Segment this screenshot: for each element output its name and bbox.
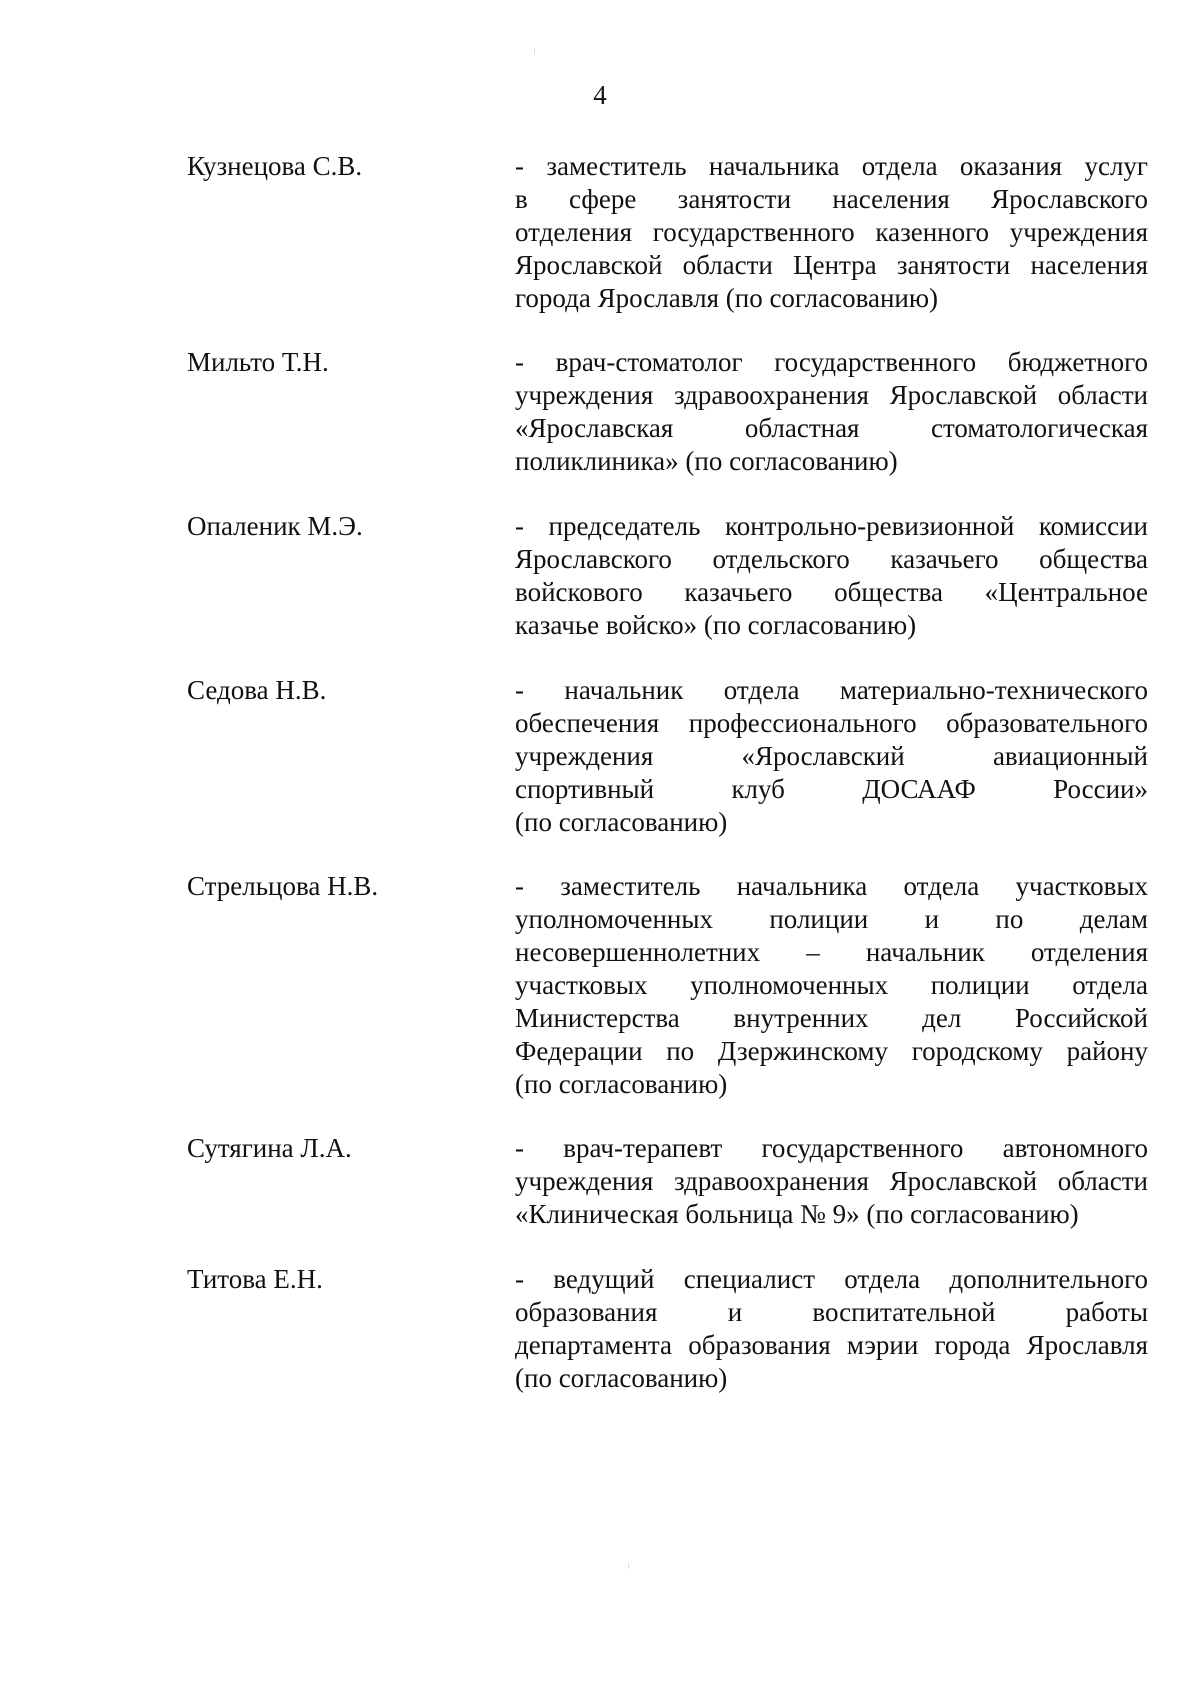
position-line: отделения государственного казенного учреждения (515, 217, 1148, 247)
position-line: (по согласованию) (515, 1069, 728, 1099)
position-line: департамента образования мэрии города Ярославля (515, 1330, 1148, 1360)
member-position (515, 150, 1148, 315)
position-line: войскового казачьего общества «Центральное (515, 577, 1148, 607)
member-position (515, 674, 1148, 839)
member-name: Опаленик М.Э. (187, 511, 363, 541)
position-line: «Ярославская областная стоматологическая (515, 413, 1148, 443)
position-line: учреждения «Ярославский авиационный (515, 741, 1148, 771)
scan-artifact (534, 48, 535, 54)
position-line: Министерства внутренних дел Российской (515, 1003, 1148, 1033)
member-name: Титова Е.Н. (187, 1264, 323, 1294)
scan-artifact (628, 1563, 629, 1569)
position-line: - ведущий специалист отдела дополнительного (515, 1264, 1148, 1294)
position-line: несовершеннолетних – начальник отделения (515, 937, 1148, 967)
position-line: - начальник отдела материально-технического (515, 675, 1148, 705)
position-line: учреждения здравоохранения Ярославской области (515, 1166, 1148, 1196)
position-line: казачье войско» (по согласованию) (515, 610, 917, 640)
member-name: Сутягина Л.А. (187, 1133, 352, 1163)
position-line: - заместитель начальника отдела участковых (515, 871, 1148, 901)
position-line: Ярославского отдельского казачьего общества (515, 544, 1148, 574)
position-line: образования и воспитательной работы (515, 1297, 1148, 1327)
position-line: (по согласованию) (515, 807, 728, 837)
member-position (515, 510, 1148, 642)
position-line: - председатель контрольно-ревизионной комиссии (515, 511, 1148, 541)
position-line: города Ярославля (по согласованию) (515, 283, 939, 313)
position-line: Федерации по Дзержинскому городскому району (515, 1036, 1148, 1066)
position-line: - заместитель начальника отдела оказания услуг (515, 151, 1148, 181)
position-line: учреждения здравоохранения Ярославской области (515, 380, 1148, 410)
position-line: в сфере занятости населения Ярославского (515, 184, 1148, 214)
position-line: «Клиническая больница № 9» (по согласованию) (515, 1199, 1079, 1229)
position-line: - врач-терапевт государственного автономного (515, 1133, 1148, 1163)
member-position (515, 346, 1148, 478)
member-name: Стрельцова Н.В. (187, 871, 379, 901)
member-name: Кузнецова С.В. (187, 151, 363, 181)
member-name: Седова Н.В. (187, 675, 327, 705)
position-line: Ярославской области Центра занятости населения (515, 250, 1148, 280)
position-line: спортивный клуб ДОСААФ России» (515, 774, 1148, 804)
member-position (515, 870, 1148, 1101)
position-line: обеспечения профессионального образовательного (515, 708, 1148, 738)
position-line: (по согласованию) (515, 1363, 728, 1393)
member-name: Мильто Т.Н. (187, 347, 329, 377)
member-position (515, 1263, 1148, 1395)
position-line: участковых уполномоченных полиции отдела (515, 970, 1148, 1000)
position-line: поликлиника» (по согласованию) (515, 446, 898, 476)
position-line: уполномоченных полиции и по делам (515, 904, 1148, 934)
member-position (515, 1132, 1148, 1231)
page-number: 4 (593, 80, 607, 110)
position-line: - врач-стоматолог государственного бюджетного (515, 347, 1148, 377)
